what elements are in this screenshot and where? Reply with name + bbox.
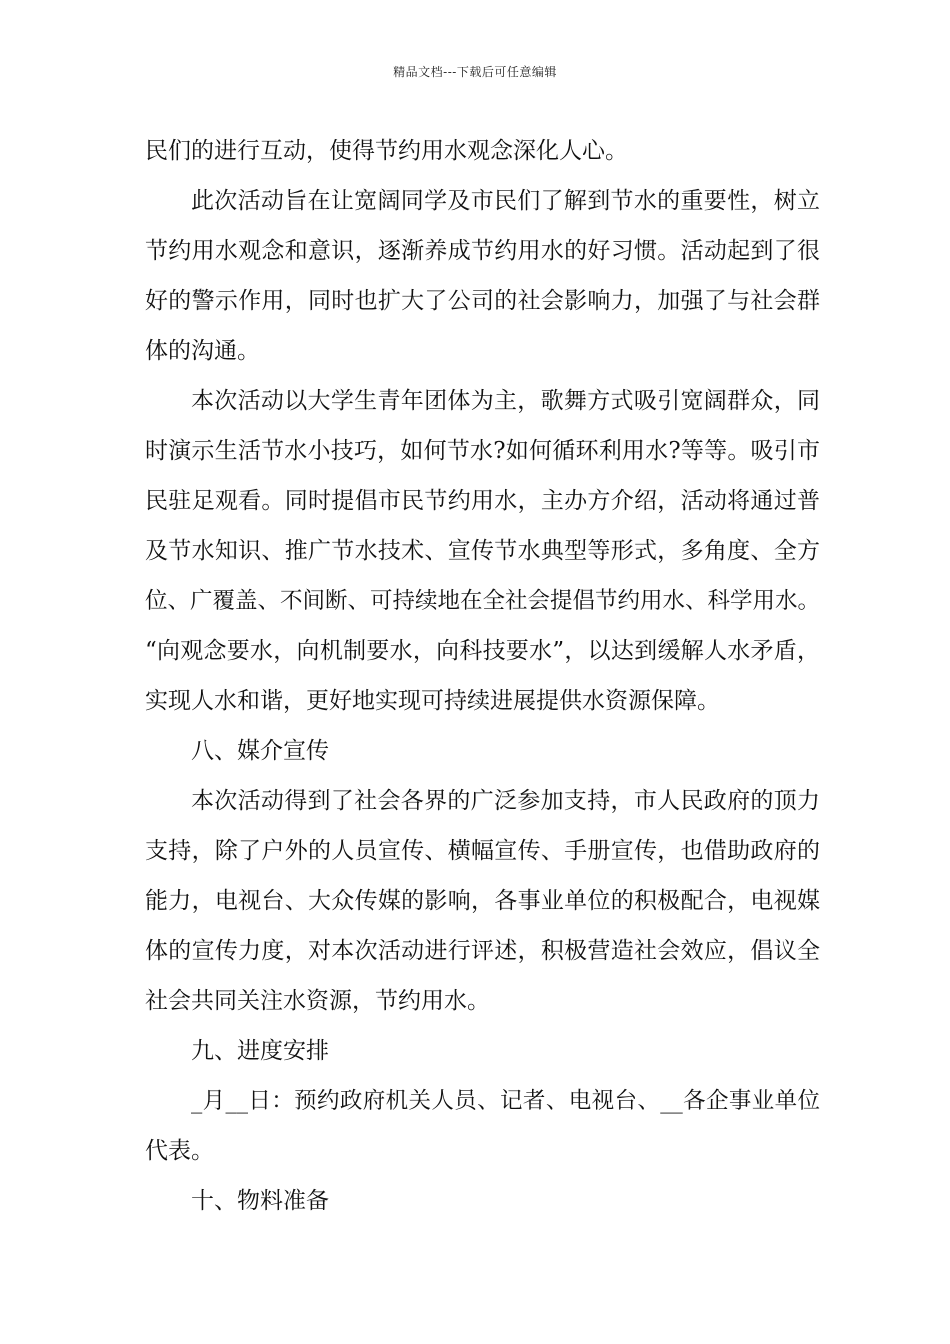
section-heading: 八、媒介宣传 bbox=[191, 738, 329, 764]
section-heading: 十、物料准备 bbox=[191, 1188, 329, 1214]
body-line: 体的宣传力度，对本次活动进行评述，积极营造社会效应，倡议全 bbox=[145, 938, 820, 964]
body-line: 好的警示作用，同时也扩大了公司的社会影响力，加强了与社会群 bbox=[145, 288, 820, 314]
body-line: 本次活动得到了社会各界的广泛参加支持，市人民政府的顶力 bbox=[191, 788, 820, 814]
body-line: 及节水知识、推广节水技术、宣传节水典型等形式，多角度、全方 bbox=[145, 538, 820, 564]
body-line: 代表。 bbox=[145, 1138, 214, 1164]
body-line: 民驻足观看。同时提倡市民节约用水，主办方介绍，活动将通过普 bbox=[145, 488, 820, 514]
page-header: 精品文档---下载后可任意编辑 bbox=[393, 65, 557, 79]
body-line: 此次活动旨在让宽阔同学及市民们了解到节水的重要性，树立 bbox=[191, 188, 820, 214]
body-line: 位、广覆盖、不间断、可持续地在全社会提倡节约用水、科学用水。 bbox=[145, 588, 821, 614]
body-line: 能力，电视台、大众传媒的影响，各事业单位的积极配合，电视媒 bbox=[145, 888, 820, 914]
body-line: 节约用水观念和意识，逐渐养成节约用水的好习惯。活动起到了很 bbox=[145, 238, 820, 264]
body-line: 社会共同关注水资源，节约用水。 bbox=[145, 988, 490, 1014]
body-line: “向观念要水，向机制要水，向科技要水”，以达到缓解人水矛盾， bbox=[145, 638, 820, 664]
section-heading: 九、进度安排 bbox=[191, 1038, 329, 1064]
body-line: 体的沟通。 bbox=[145, 338, 260, 364]
body-line: 时演示生活节水小技巧，如何节水?如何循环利用水?等等。吸引市 bbox=[145, 438, 820, 464]
body-line: 本次活动以大学生青年团体为主，歌舞方式吸引宽阔群众，同 bbox=[191, 388, 820, 414]
document-body bbox=[145, 126, 820, 1226]
body-line: 支持，除了户外的人员宣传、横幅宣传、手册宣传，也借助政府的 bbox=[145, 838, 820, 864]
body-line: 民们的进行互动，使得节约用水观念深化人心。 bbox=[145, 138, 628, 164]
body-line: _月__日：预约政府机关人员、记者、电视台、__各企事业单位 bbox=[191, 1088, 820, 1114]
body-line: 实现人水和谐，更好地实现可持续进展提供水资源保障。 bbox=[145, 688, 720, 714]
